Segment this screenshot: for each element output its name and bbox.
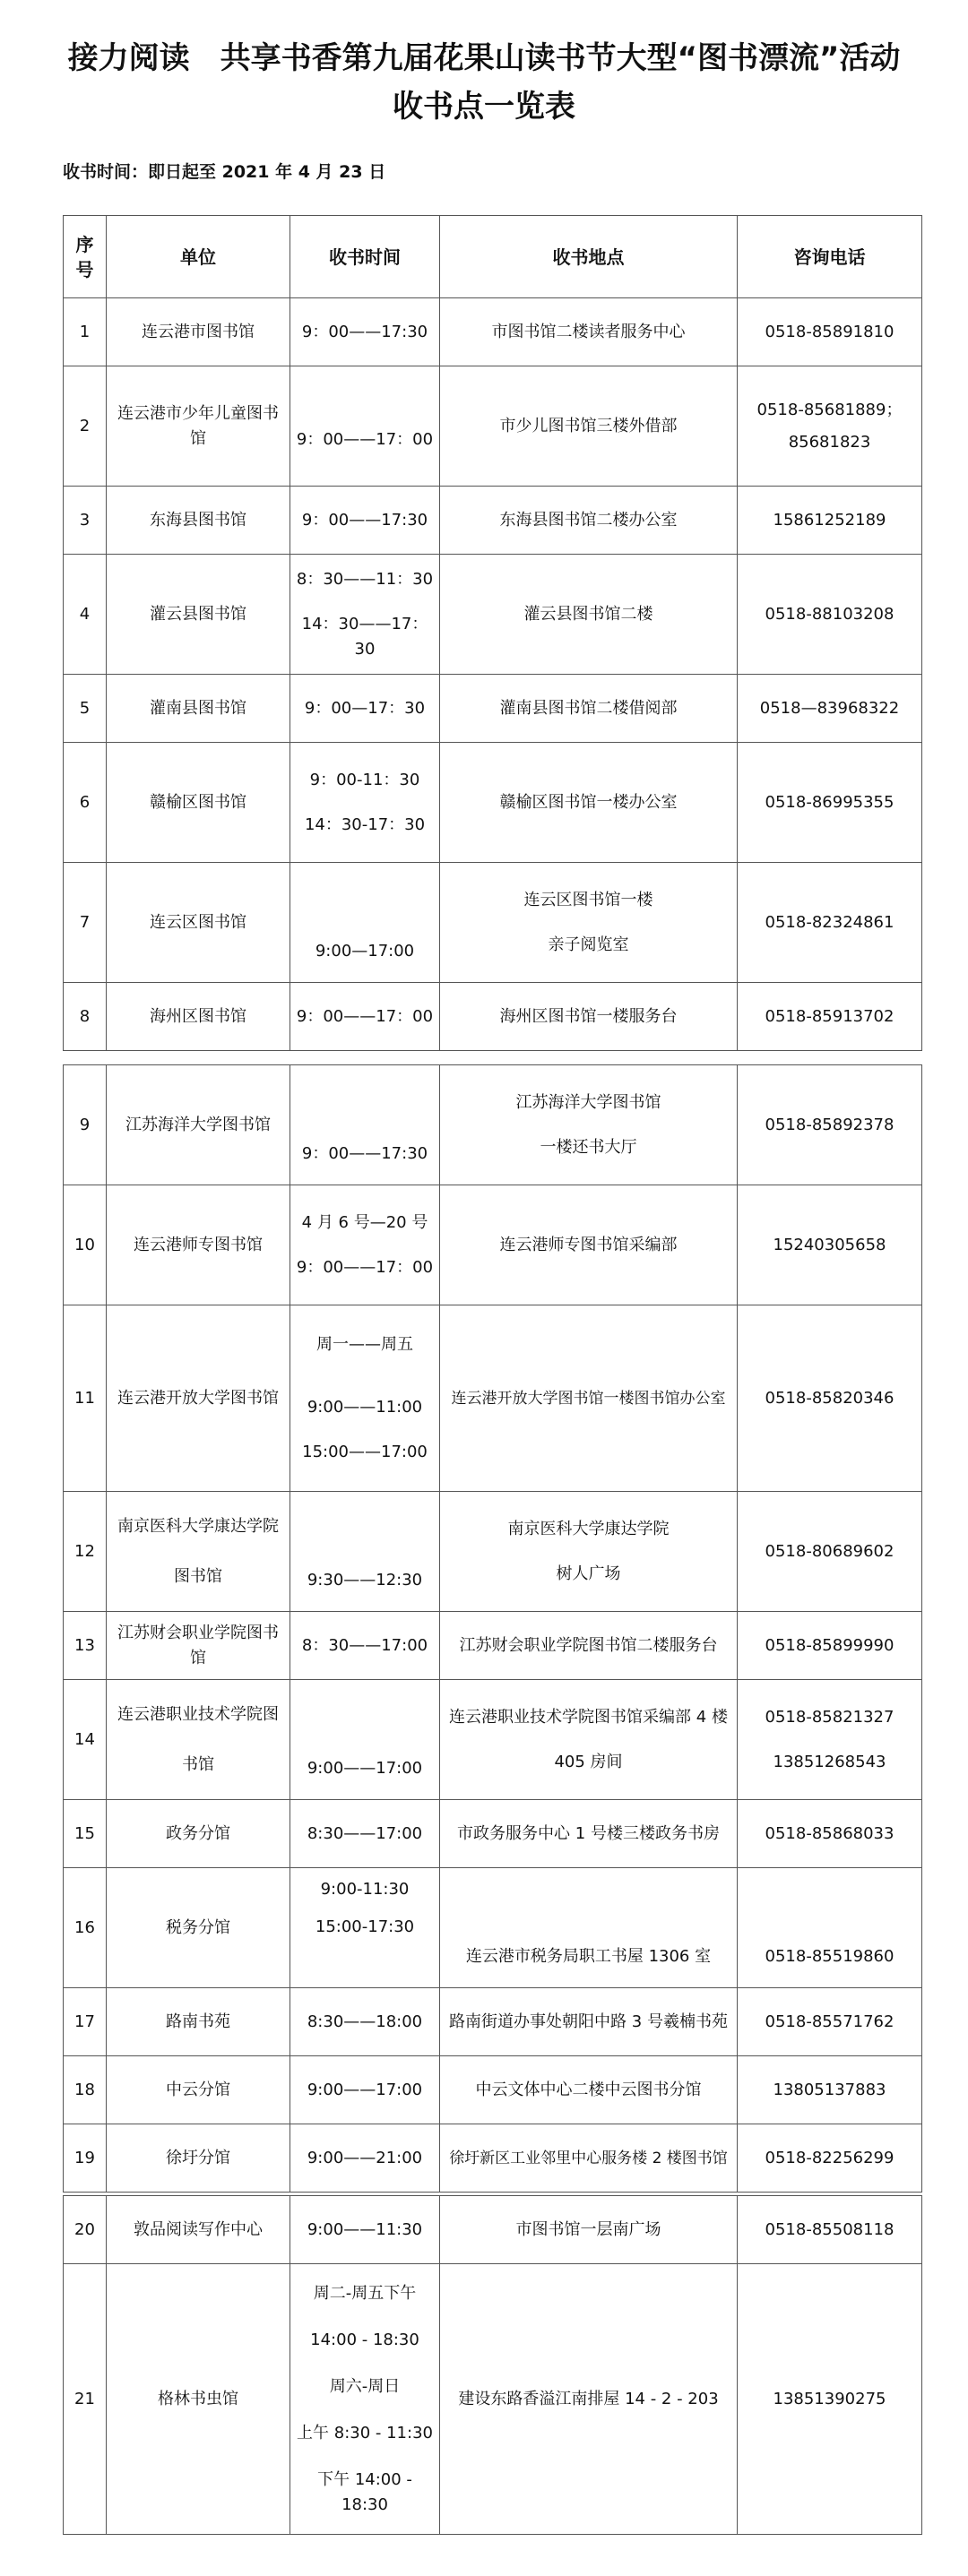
table-row [64,366,922,487]
row-place [440,1988,738,2056]
phone-line: 0518-85913702 [765,1006,895,1026]
row-no: 2 [64,366,107,487]
row-no: 4 [64,555,107,675]
row-time [290,1492,440,1612]
table-row [64,2056,922,2124]
time-line: 14:00 - 18:30 [310,2330,419,2349]
place-line: 江苏财会职业学院图书馆二楼服务台 [459,1635,718,1655]
place-line: 徐圩新区工业邻里中心服务楼 2 楼图书馆 [449,2149,728,2167]
row-no: 12 [64,1492,107,1612]
row-unit: 连云港职业技术学院图书馆 [107,1680,290,1800]
place-line: 灌云县图书馆二楼 [523,604,653,624]
row-phone [738,2056,922,2124]
row-no: 3 [64,487,107,555]
row-unit: 连云区图书馆 [107,863,290,983]
row-phone [738,2264,922,2535]
time-line: 9：00—17：30 [304,698,426,718]
row-unit: 路南书苑 [107,1988,290,2056]
time-line: 8：30——17:00 [301,1635,428,1655]
document-title-line1: 接力阅读 共享书香第九届花果山读书节大型“图书漂流”活动 [67,40,901,76]
row-unit: 江苏海洋大学图书馆 [107,1065,290,1185]
row-phone [738,1305,922,1492]
row-unit: 海州区图书馆 [107,983,290,1051]
time-line: 周六-周日 [329,2376,401,2396]
phone-line: 0518-82324861 [765,912,895,932]
row-no: 17 [64,1988,107,2056]
table-row [64,1988,922,2056]
place-line: 连云港师专图书馆采编部 [499,1235,678,1254]
row-time [290,2124,440,2193]
row-no: 13 [64,1612,107,1680]
row-no: 21 [64,2264,107,2535]
row-time [290,1680,440,1800]
row-no: 20 [64,2196,107,2264]
time-line: 周二-周五下午 [313,2283,417,2303]
table-row [64,1492,922,1612]
time-line: 9:00—17:00 [315,941,415,961]
table-row [64,1680,922,1800]
row-time [290,2056,440,2124]
time-line: 9：00——17:30 [301,1143,428,1163]
row-phone [738,555,922,675]
row-place [440,2124,738,2193]
time-line: 9:00——17:00 [307,1758,423,1778]
header-time: 收书时间 [290,216,440,298]
time-line: 8：30——11：30 [296,569,434,589]
header-phone: 咨询电话 [738,216,922,298]
row-place [440,1680,738,1800]
row-unit: 税务分馆 [107,1868,290,1988]
table-row [64,1612,922,1680]
row-place [440,487,738,555]
row-unit: 徐圩分馆 [107,2124,290,2193]
time-line: 9:00——21:00 [307,2148,423,2167]
row-no: 8 [64,983,107,1051]
row-place [440,2196,738,2264]
row-time [290,1065,440,1185]
row-phone [738,863,922,983]
row-phone [738,675,922,743]
row-unit: 连云港师专图书馆 [107,1185,290,1305]
table-row [64,743,922,863]
table-row [64,2124,922,2193]
time-line: 9:00——17:00 [307,2080,423,2099]
row-unit: 连云港市图书馆 [107,298,290,366]
phone-line: 0518-85681889； [756,400,903,419]
table-row [64,675,922,743]
time-line: 9：00-11：30 [309,770,420,789]
row-time [290,1800,440,1868]
place-line: 405 房间 [554,1752,623,1771]
row-time [290,863,440,983]
place-line: 一楼还书大厅 [540,1137,637,1157]
phone-line: 15861252189 [773,510,886,530]
phone-line: 0518-88103208 [765,604,895,624]
table-row [64,1305,922,1492]
header-unit: 单位 [107,216,290,298]
row-place [440,298,738,366]
phone-line: 13851268543 [773,1752,886,1771]
table-row [64,487,922,555]
table-row [64,1868,922,1988]
row-place [440,1305,738,1492]
row-place [440,675,738,743]
table-row [64,1800,922,1868]
row-place [440,983,738,1051]
row-unit: 灌南县图书馆 [107,675,290,743]
place-line: 路南街道办事处朝阳中路 3 号羲楠书苑 [449,2012,728,2031]
phone-line: 15240305658 [773,1235,886,1254]
time-line: 9：00——17：00 [296,1257,434,1277]
table-header-row [64,216,922,298]
time-line: 9：00——17：00 [296,429,434,449]
header-no: 序号 [64,216,107,298]
collection-period: 收书时间：即日起至 2021 年 4 月 23 日 [63,162,386,182]
table-row [64,983,922,1051]
place-line: 灌南县图书馆二楼借阅部 [499,698,678,718]
time-line: 9:30——12:30 [307,1570,423,1590]
phone-line: 0518-85892378 [765,1115,895,1134]
row-place [440,555,738,675]
place-line: 连云港开放大学图书馆一楼图书馆办公室 [451,1389,726,1408]
row-phone [738,983,922,1051]
row-place [440,1868,738,1988]
phone-line: 85681823 [788,432,871,452]
row-place [440,2056,738,2124]
row-place [440,743,738,863]
row-phone [738,1492,922,1612]
row-phone [738,487,922,555]
phone-line: 0518-85508118 [765,2219,895,2239]
row-unit: 格林书虫馆 [107,2264,290,2535]
time-line: 4 月 6 号—20 号 [301,1212,428,1232]
time-line: 14：30——17：30 [301,614,428,659]
row-phone [738,1988,922,2056]
collection-points-table-part1 [63,215,922,1051]
phone-line: 13805137883 [773,2080,886,2099]
phone-line: 0518-85821327 [765,1707,895,1727]
table-row [64,2264,922,2535]
row-place [440,1185,738,1305]
row-phone [738,743,922,863]
collection-points-table-part3 [63,2195,922,2535]
row-no: 16 [64,1868,107,1988]
row-phone [738,1868,922,1988]
row-time [290,983,440,1051]
row-place [440,2264,738,2535]
row-time [290,2196,440,2264]
row-time [290,1305,440,1492]
row-no: 9 [64,1065,107,1185]
place-line: 连云港市税务局职工书屋 1306 室 [465,1946,712,1966]
time-line: 9：00——17:30 [301,322,428,341]
phone-line: 0518-82256299 [765,2148,895,2167]
place-line: 建设东路香溢江南排屋 14 - 2 - 203 [458,2389,719,2408]
place-line: 市少儿图书馆三楼外借部 [499,416,678,435]
table-row [64,555,922,675]
row-no: 6 [64,743,107,863]
row-place [440,1065,738,1185]
row-unit: 连云港市少年儿童图书馆 [107,366,290,487]
time-line: 8:30——18:00 [307,2012,423,2031]
place-line: 连云港职业技术学院图书馆采编部 4 楼 [449,1707,728,1727]
header-place: 收书地点 [440,216,738,298]
time-line: 下午 14:00 - 18:30 [317,2469,412,2514]
time-line: 9：00——17：00 [296,1006,434,1026]
row-time [290,1868,440,1988]
row-phone [738,1680,922,1800]
row-phone [738,1612,922,1680]
row-unit: 连云港开放大学图书馆 [107,1305,290,1492]
place-line: 树人广场 [556,1564,621,1583]
row-unit: 东海县图书馆 [107,487,290,555]
row-unit: 南京医科大学康达学院图书馆 [107,1492,290,1612]
row-time [290,366,440,487]
phone-line: 0518-85891810 [765,322,895,341]
time-line: 9:00-11:30 [320,1880,410,1899]
table-row [64,1185,922,1305]
phone-line: 13851390275 [773,2389,886,2408]
place-line: 市图书馆二楼读者服务中心 [491,322,686,341]
phone-line: 0518-86995355 [765,792,895,812]
place-line: 连云区图书馆一楼 [523,890,653,909]
time-line: 9：00——17:30 [301,510,428,530]
row-phone [738,2124,922,2193]
row-place [440,1800,738,1868]
place-line: 海州区图书馆一楼服务台 [499,1006,678,1026]
phone-line: 0518-85899990 [765,1635,895,1655]
row-time [290,1612,440,1680]
document-title-line2: 收书点一览表 [393,89,575,125]
phone-line: 0518—83968322 [759,698,900,718]
table-row [64,298,922,366]
row-phone [738,1185,922,1305]
row-no: 19 [64,2124,107,2193]
row-time [290,555,440,675]
collection-points-table-part2 [63,1064,922,2193]
row-unit: 灌云县图书馆 [107,555,290,675]
time-line: 14：30-17：30 [304,814,426,834]
place-line: 市图书馆一层南广场 [515,2219,661,2239]
time-line: 9:00——11:00 [307,1397,423,1417]
row-unit: 赣榆区图书馆 [107,743,290,863]
row-time [290,487,440,555]
row-time [290,1185,440,1305]
row-unit: 政务分馆 [107,1800,290,1868]
row-no: 5 [64,675,107,743]
table-row [64,2196,922,2264]
phone-line: 0518-85868033 [765,1823,895,1843]
table-row [64,1065,922,1185]
place-line: 东海县图书馆二楼办公室 [499,510,678,530]
time-line: 15:00——17:00 [302,1442,428,1461]
row-place [440,863,738,983]
place-line: 亲子阅览室 [548,935,629,954]
phone-line: 0518-80689602 [765,1541,895,1561]
place-line: 中云文体中心二楼中云图书分馆 [475,2080,702,2099]
place-line: 赣榆区图书馆一楼办公室 [499,792,678,812]
row-time [290,1988,440,2056]
row-phone [738,2196,922,2264]
place-line: 市政务服务中心 1 号楼三楼政务书房 [457,1823,720,1843]
row-no: 7 [64,863,107,983]
row-phone [738,298,922,366]
row-unit: 江苏财会职业学院图书馆 [107,1612,290,1680]
row-place [440,1492,738,1612]
row-no: 18 [64,2056,107,2124]
row-time [290,2264,440,2535]
row-place [440,1612,738,1680]
time-line: 周一——周五 [316,1334,413,1354]
row-time [290,675,440,743]
row-no: 14 [64,1680,107,1800]
time-line: 9:00——11:30 [307,2219,423,2239]
phone-line: 0518-85820346 [765,1388,895,1408]
time-line: 15:00-17:30 [315,1917,415,1936]
row-phone [738,1065,922,1185]
phone-line: 0518-85519860 [765,1946,895,1966]
row-place [440,366,738,487]
row-no: 15 [64,1800,107,1868]
row-unit: 敦品阅读写作中心 [107,2196,290,2264]
row-no: 1 [64,298,107,366]
place-line: 江苏海洋大学图书馆 [515,1092,661,1112]
phone-line: 0518-85571762 [765,2012,895,2031]
table-row [64,863,922,983]
place-line: 南京医科大学康达学院 [507,1519,670,1538]
row-time [290,298,440,366]
row-phone [738,1800,922,1868]
row-phone [738,366,922,487]
row-time [290,743,440,863]
row-no: 10 [64,1185,107,1305]
row-unit: 中云分馆 [107,2056,290,2124]
time-line: 8:30——17:00 [307,1823,423,1843]
time-line: 上午 8:30 - 11:30 [297,2423,433,2442]
row-no: 11 [64,1305,107,1492]
